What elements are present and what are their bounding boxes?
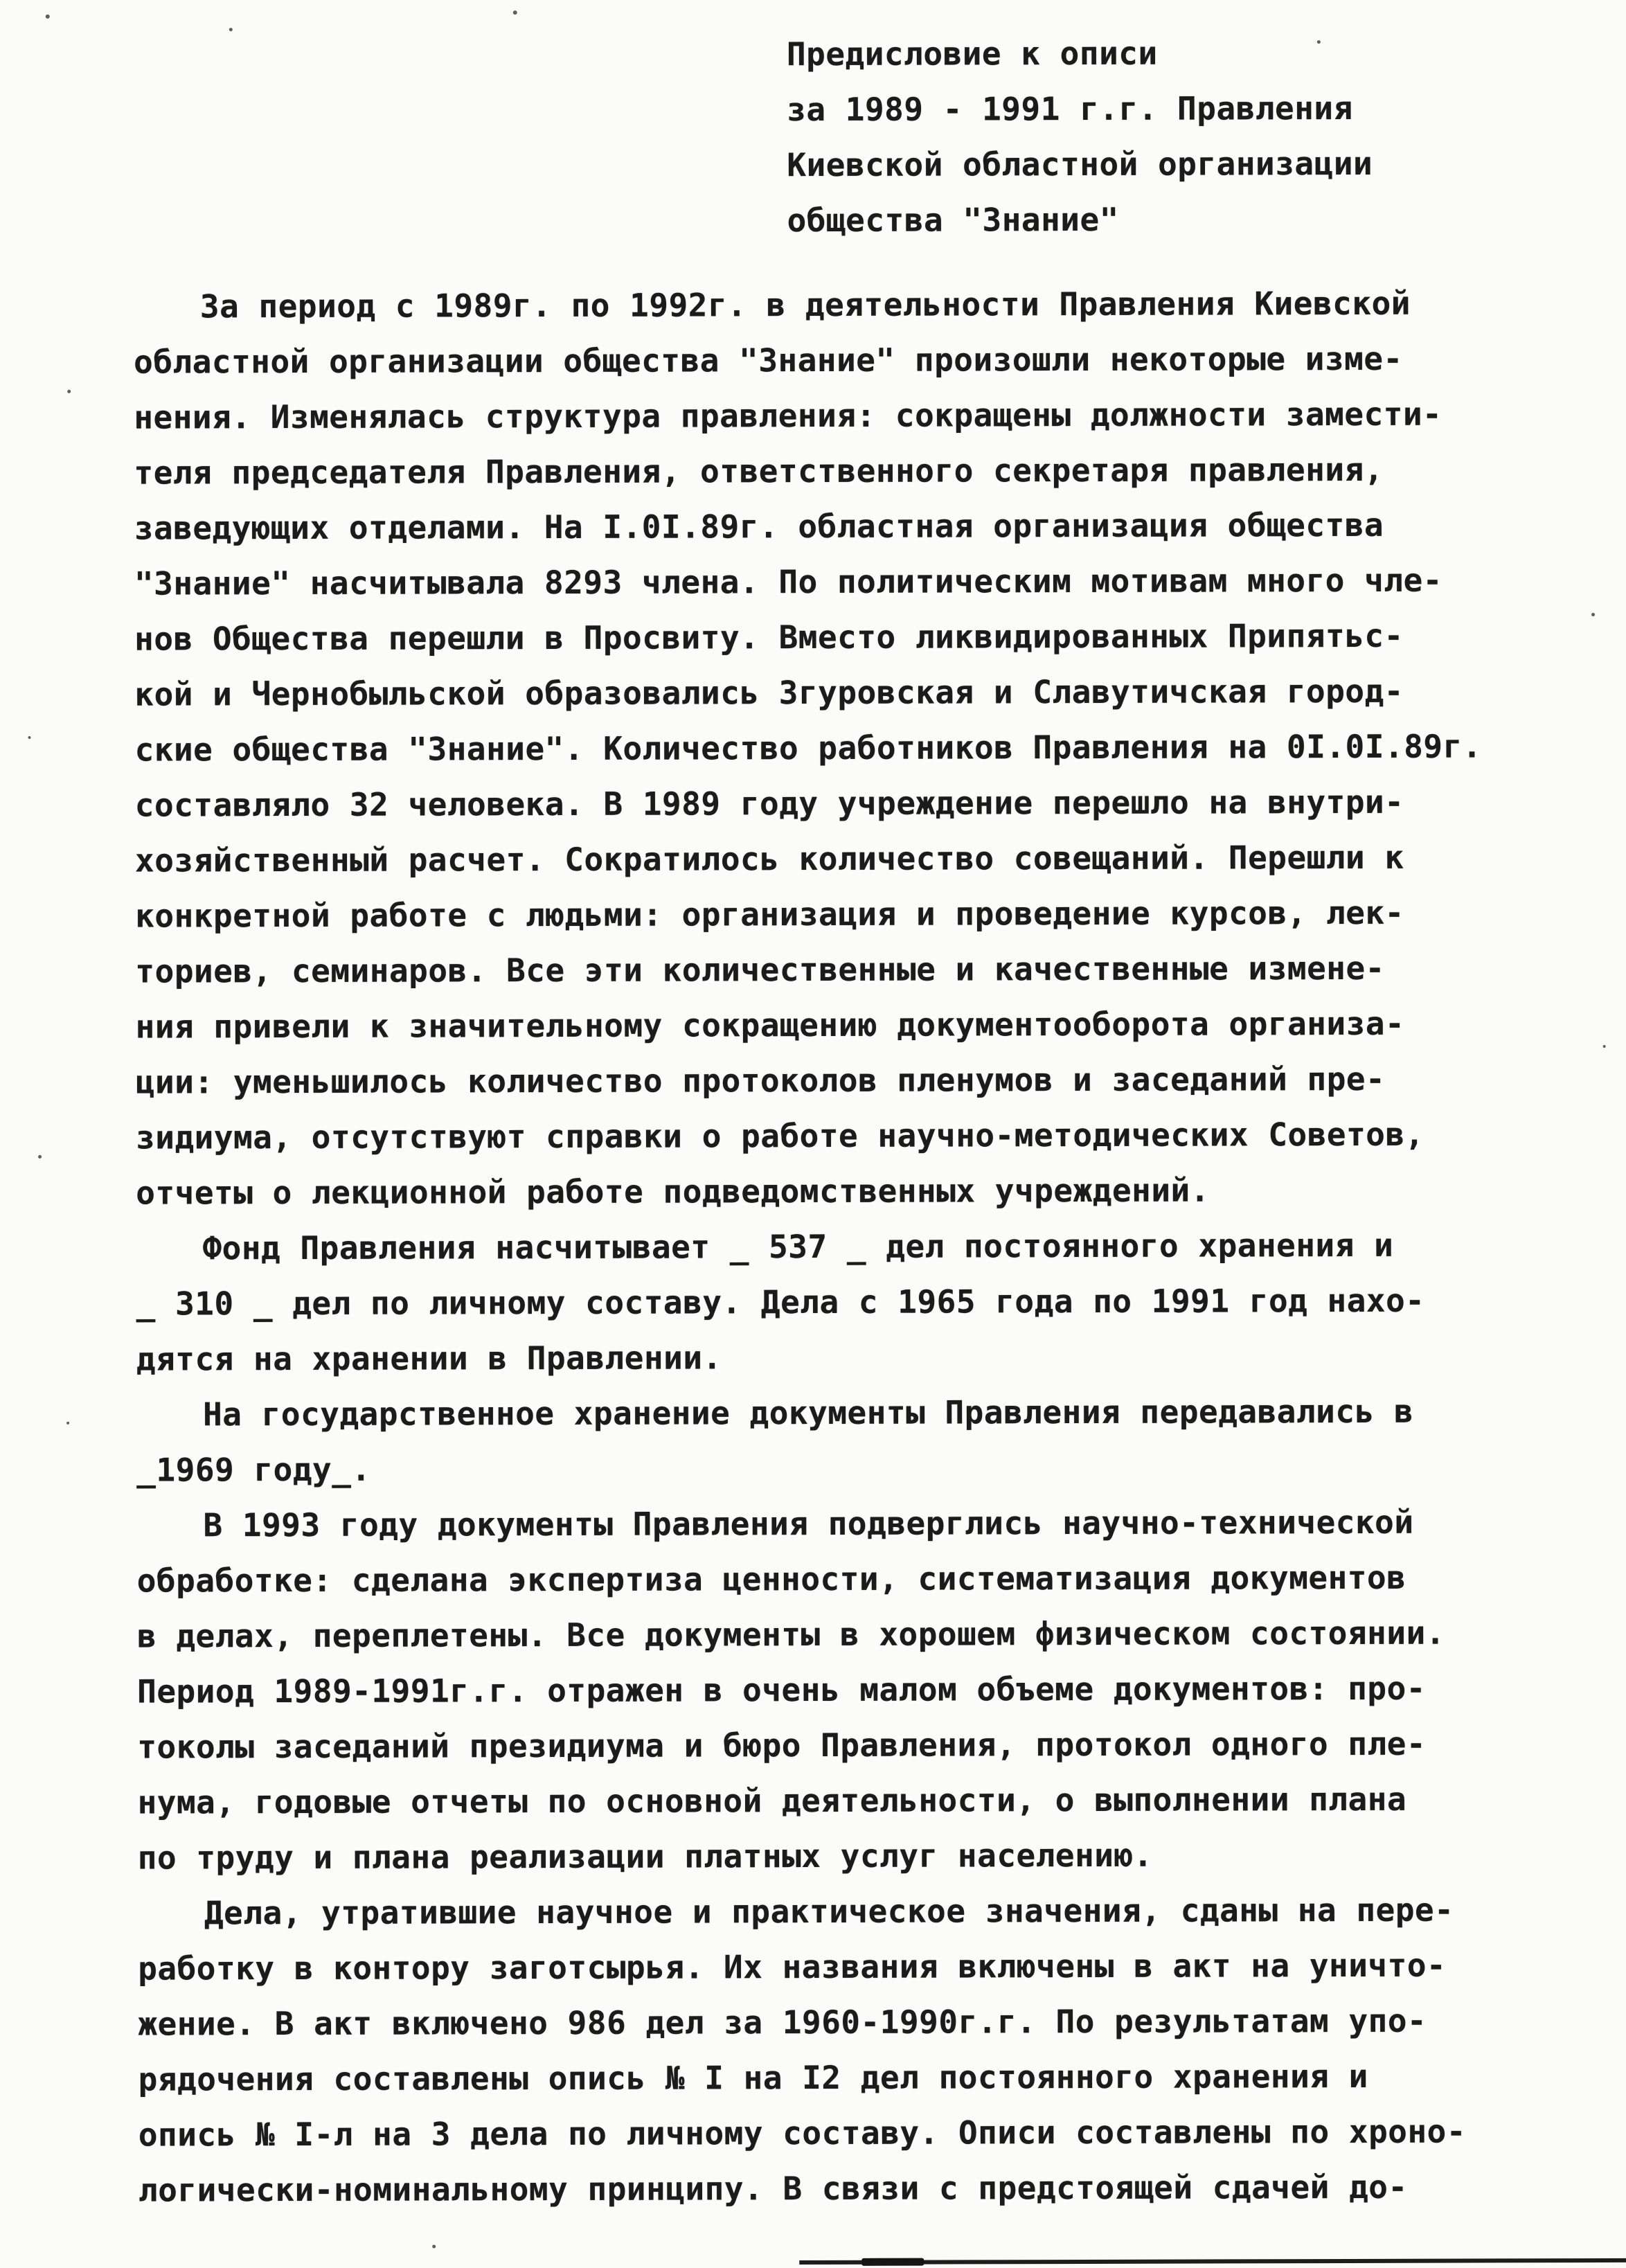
- text-line: заведующих отделами. На I.0I.89г. областная организация общества: [134, 506, 1384, 547]
- text-line: нения. Изменялась структура правления: сокращены должности замести-: [134, 395, 1442, 436]
- text-line: опись № I-л на 3 дела по личному составу. Описи составлены по хроно-: [138, 2112, 1467, 2154]
- scan-speck: [67, 390, 71, 393]
- text-line: в делах, переплетены. Все документы в хорошем физическом состоянии.: [136, 1614, 1445, 1655]
- text-line: составляло 32 человека. В 1989 году учреждение перешло на внутри-: [134, 783, 1404, 824]
- text-line: хозяйственный расчет. Сократилось количество совещаний. Перешли к: [134, 838, 1404, 879]
- scan-speck: [1317, 40, 1321, 44]
- text-line: конкретной работе с людьми: организация и проведение курсов, лек-: [135, 893, 1404, 935]
- text-line: За период с 1989г. по 1992г. в деятельности Правления Киевской: [199, 284, 1411, 325]
- text-line: ции: уменьшилось количество протоколов пленумов и заседаний пре-: [135, 1060, 1386, 1101]
- scan-speck: [1603, 1045, 1606, 1048]
- header-line: Предисловие к описи: [786, 34, 1158, 73]
- text-line: жение. В акт включено 986 дел за 1960-1990г.г. По результатам упо-: [138, 2001, 1427, 2043]
- text-line: Период 1989-1991г.г. отражен в очень малом объеме документов: про-: [137, 1669, 1427, 1711]
- scan-edge-artifact: [861, 2258, 924, 2266]
- text-line: рядочения составлены опись № I на I2 дел постоянного хранения и: [138, 2057, 1368, 2098]
- text-line: ские общества "Знание". Количество работников Правления на 0I.0I.89г.: [134, 727, 1483, 769]
- text-line: зидиума, отсутствуют справки о работе научно-методических Советов,: [135, 1115, 1424, 1157]
- scan-speck: [38, 1155, 42, 1159]
- text-line: логически-номинальному принципу. В связи с предстоящей сдачей до-: [138, 2168, 1408, 2209]
- text-line: дятся на хранении в Правлении.: [136, 1339, 722, 1378]
- document-header: [787, 25, 1373, 248]
- text-line: работку в контору заготсырья. Их названия включены в акт на уничто-: [138, 1946, 1447, 1988]
- header-line: за 1989 - 1991 г.г. Правления: [787, 89, 1353, 129]
- scan-speck: [46, 15, 50, 19]
- text-line: токолы заседаний президиума и бюро Правления, протокол одного пле-: [137, 1724, 1427, 1766]
- text-line: На государственное хранение документы Правления передавались в: [202, 1392, 1414, 1434]
- scan-speck: [28, 736, 30, 739]
- scan-speck: [66, 1422, 69, 1425]
- text-line: по труду и плана реализации платных услуг населению.: [137, 1836, 1153, 1877]
- text-line: ния привели к значительному сокращению документооборота организа-: [135, 1004, 1405, 1046]
- text-line: _ 310 _ дел по личному составу. Дела с 1965 года по 1991 год нахо-: [136, 1281, 1425, 1323]
- text-line: нума, годовые отчеты по основной деятельности, о выполнении плана: [137, 1780, 1407, 1821]
- scan-speck: [1591, 613, 1595, 616]
- document-body: [134, 275, 1553, 2217]
- text-line: Дела, утратившие научное и практическое значения, сданы на пере-: [204, 1891, 1454, 1932]
- text-line: "Знание" насчитывала 8293 члена. По политическим мотивам много чле-: [134, 561, 1443, 602]
- text-line: нов Общества перешли в Просвиту. Вместо ликвидированных Припятьс-: [134, 616, 1404, 658]
- text-line: В 1993 году документы Правления подверглись научно-технической: [203, 1503, 1414, 1544]
- text-line: Фонд Правления насчитывает _ 537 _ дел постоянного хранения и: [202, 1226, 1394, 1267]
- text-line: _1969 году_.: [136, 1450, 371, 1489]
- text-line: теля председателя Правления, ответственного секретаря правления,: [134, 450, 1384, 492]
- text-line: обработке: сделана экспертиза ценности, систематизация документов: [136, 1558, 1406, 1600]
- text-line: ториев, семинаров. Все эти количественные и качественные измене-: [135, 949, 1385, 990]
- text-line: кой и Чернобыльской образовались Згуровская и Славутичская город-: [134, 672, 1404, 713]
- text-line: отчеты о лекционной работе подведомственных учреждений.: [136, 1171, 1210, 1212]
- scan-speck: [432, 2244, 436, 2248]
- header-line: общества "Знание": [787, 200, 1119, 240]
- header-line: Киевской областной организации: [787, 144, 1373, 184]
- text-line: областной организации общества "Знание" произошли некоторые изме-: [134, 339, 1403, 381]
- scan-speck: [229, 28, 233, 31]
- scan-speck: [513, 10, 517, 15]
